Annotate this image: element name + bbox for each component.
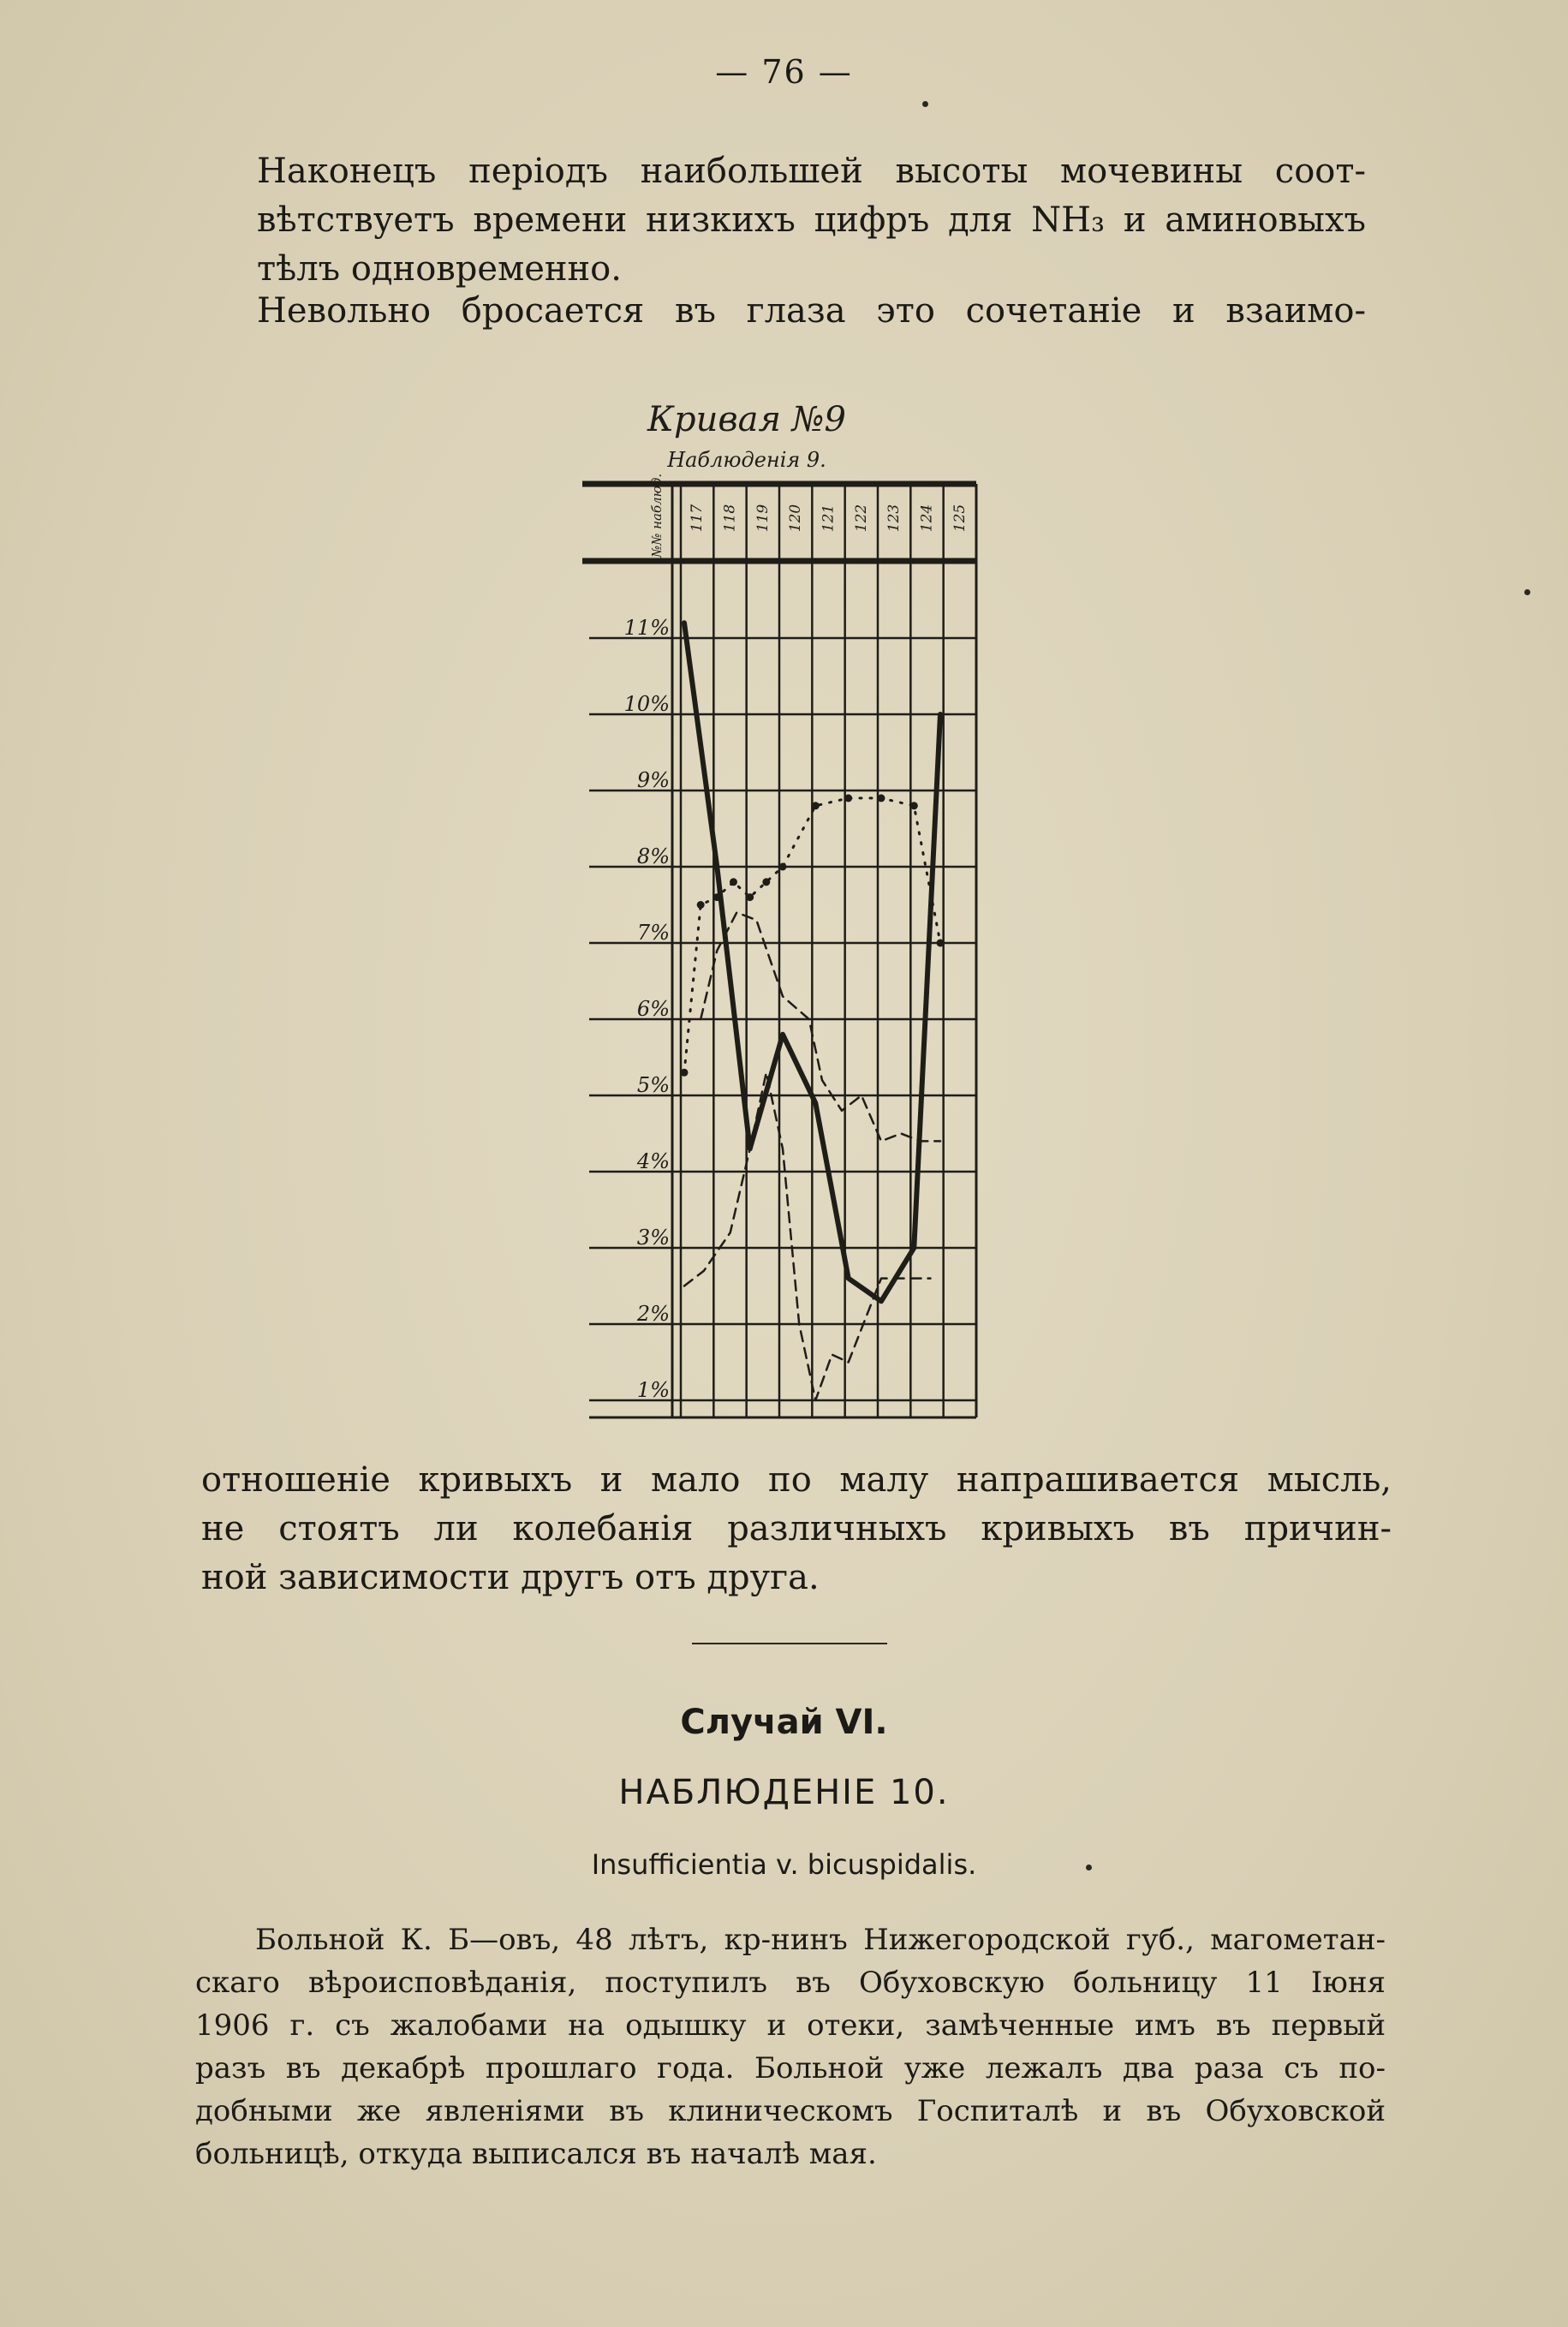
y-tick-label: 2%	[636, 1302, 670, 1326]
paragraph-2	[257, 287, 1366, 336]
category-label: 124	[918, 504, 936, 533]
category-label: 119	[754, 504, 772, 533]
series-point	[713, 893, 721, 901]
paragraph-4	[195, 1918, 1386, 2175]
case-heading: Случай VI.	[680, 1703, 888, 1742]
section-divider	[692, 1643, 887, 1644]
series-point	[762, 878, 770, 886]
y-tick-label: 11%	[623, 616, 670, 640]
series-point	[844, 794, 852, 802]
header-label: №№ наблюд.	[649, 473, 665, 558]
y-tick-label: 9%	[636, 768, 670, 792]
chart-svg	[565, 390, 1011, 1426]
series-point	[697, 901, 705, 909]
paragraph-line: тѣлъ одновременно.	[257, 249, 622, 289]
ink-speck	[1524, 589, 1530, 595]
paragraph-line: ной зависимости другъ отъ друга.	[201, 1558, 820, 1597]
category-label: 125	[951, 504, 969, 533]
series-point	[746, 893, 754, 901]
paragraph-3	[201, 1456, 1392, 1602]
category-label: 120	[787, 504, 805, 533]
series-line-3	[684, 1072, 931, 1400]
paragraph-line: разъ въ декабрѣ прошлаго года. Больной уже лежалъ два раза съ по-	[195, 2051, 1386, 2085]
paragraph-line: Невольно бросается въ глаза это сочетаніе и взаимо-	[257, 291, 1366, 331]
paragraph-line: Больной К. Б—овъ, 48 лѣтъ, кр-нинъ Нижегородской губ., магометан-	[255, 1923, 1386, 1957]
y-tick-label: 4%	[636, 1149, 670, 1173]
category-label: 117	[689, 504, 706, 533]
ink-speck	[922, 101, 928, 107]
category-label: 123	[885, 504, 903, 533]
y-tick-label: 1%	[636, 1378, 670, 1402]
y-tick-label: 8%	[636, 844, 670, 868]
series-point	[730, 878, 737, 886]
y-tick-label: 5%	[636, 1073, 670, 1097]
category-label: 122	[852, 504, 870, 533]
diagnosis-line: Insufficientia v. bicuspidalis.	[591, 1848, 977, 1881]
series-point	[878, 794, 885, 802]
category-label: 121	[820, 504, 838, 533]
paragraph-line: Наконецъ періодъ наибольшей высоты мочевины соот-	[257, 152, 1366, 191]
paragraph-line: больницѣ, откуда выписался въ началѣ мая.	[195, 2137, 877, 2171]
series-point	[681, 1069, 689, 1077]
y-tick-label: 3%	[636, 1226, 670, 1250]
chart-title: Кривая №9	[647, 400, 846, 439]
paragraph-1	[257, 147, 1366, 294]
y-tick-label: 6%	[636, 997, 670, 1021]
curve-chart	[565, 390, 1011, 1426]
paragraph-line: 1906 г. съ жалобами на одышку и отеки, замѣченные имъ въ первый	[195, 2008, 1386, 2043]
paragraph-line: скаго вѣроисповѣданія, поступилъ въ Обуховскую больницу 11 Іюня	[195, 1966, 1386, 2000]
series-point	[812, 802, 820, 809]
y-tick-label: 10%	[623, 692, 670, 716]
category-label: 118	[721, 504, 739, 533]
paragraph-line: вѣтствуетъ времени низкихъ цифръ для NH₃ и аминовыхъ	[257, 200, 1366, 240]
series-point	[910, 802, 918, 809]
page-number: — 76 —	[715, 53, 853, 91]
paragraph-line: добными же явленіями въ клиническомъ Госпиталѣ и въ Обуховской	[195, 2094, 1386, 2128]
observation-heading: НАБЛЮДЕНІЕ 10.	[618, 1773, 950, 1812]
paragraph-line: отношеніе кривыхъ и мало по малу напрашивается мысль,	[201, 1460, 1392, 1500]
ink-speck	[1086, 1865, 1092, 1871]
series-point	[779, 863, 787, 871]
paragraph-line: не стоятъ ли колебанія различныхъ кривыхъ въ причин-	[201, 1509, 1392, 1548]
chart-subtitle: Наблюденія 9.	[667, 448, 826, 472]
y-tick-label: 7%	[636, 921, 670, 945]
series-point	[937, 940, 945, 947]
